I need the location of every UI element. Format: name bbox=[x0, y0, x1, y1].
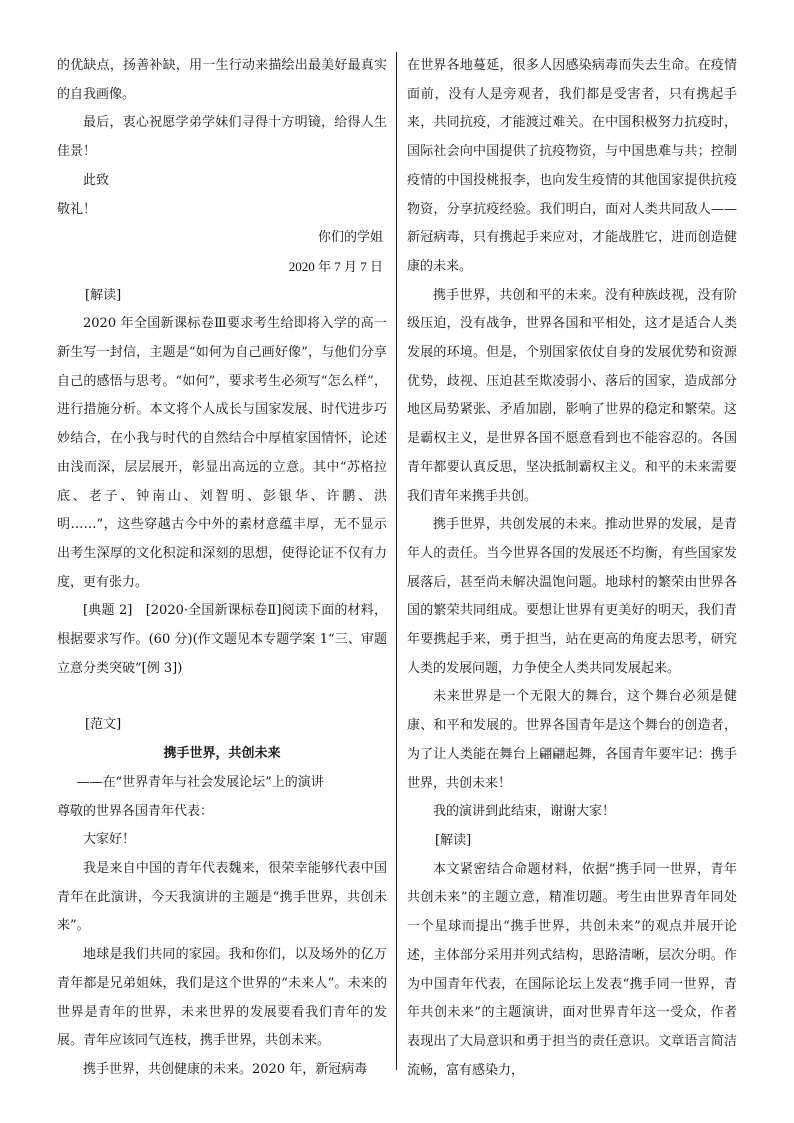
letter-continuation: 的优缺点，扬善补缺，用一生行动来描绘出最美好最真实的自我画像。 bbox=[57, 58, 387, 102]
essay-salutation: 尊敬的世界各国青年代表： bbox=[57, 803, 214, 819]
essay-subtitle: ——在“世界青年与社会发展论坛”上的演讲 bbox=[76, 774, 324, 790]
left-column bbox=[57, 52, 387, 1085]
fanwen-label: [范文] bbox=[85, 717, 122, 733]
essay-paragraph: 我是来自中国的青年代表魏来，很荣幸能够代表中国青年在此演讲，今天我演讲的主题是“携手世界，共创未来”。 bbox=[57, 860, 387, 934]
essay-paragraph-continuation: 在世界各地蔓延，很多人因感染病毒而失去生命。在疫情面前，没有人是旁观者，我们都是受害者，只有携起手来，共同抗疫，才能渡过难关。在中国积极努力抗疫时，国际社会向中国提供了抗疫物资，与中国患难与共；控制疫情的中国投桃报李，也向发生疫情的其他国家提供抗疫物资，分享抗疫经验。我们明白，面对人类共同敌人——新冠病毒，只有携起手来应对，才能战胜它，进而创造健康的未来。 bbox=[407, 58, 737, 274]
jiedu-paragraph: 本文紧密结合命题材料，依据“携手同一世界，青年共创未来”的主题立意，精准切题。考生由世界青年同处一个星球而提出“携手世界，共创未来”的观点并展开论述，主体部分采用并列式结构，思路清晰，层次分明。作为中国青年代表，在国际论坛上发表“携手同一世界，青年共创未来”的主题演讲，面对世界青年这一受众，作者表现出了大局意识和勇于担当的责任意识。文章语言简洁流畅，富有感染力， bbox=[407, 861, 737, 1078]
column-divider bbox=[396, 52, 397, 1070]
blank-space bbox=[57, 683, 387, 711]
right-column bbox=[407, 52, 737, 1085]
letter-cizhi: 此致 bbox=[83, 172, 110, 188]
essay-paragraph: 携手世界，共创和平的未来。没有种族歧视，没有阶级压迫，没有战争，世界各国和平相处，这才是适合人类发展的环境。但是，个别国家依仗自身的发展优势和资源优势，歧视、压迫甚至欺凌弱小、落后的国家，造成部分地区局势紧张、矛盾加剧，影响了世界的稳定和繁荣。这是霸权主义，是世界各国不愿意看到也不能容忍的。各国青年都要认真反思，坚决抵制霸权主义。和平的未来需要我们青年来携手共创。 bbox=[407, 287, 737, 504]
jiedu-label: [解读] bbox=[435, 832, 472, 848]
essay-paragraph: 携手世界，共创发展的未来。推动世界的发展，是青年人的责任。当今世界各国的发展还不均衡，有些国家发展落后，甚至尚未解决温饱问题。地球村的繁荣由世界各国的繁荣共同组成。要想让世界有更美好的明天，我们青年要携起手来，勇于担当，站在更高的角度去思考，研究人类的发展问题，力争使全人类共同发展起来。 bbox=[407, 517, 737, 676]
dianti-2-prompt: [典题 2] [2020·全国新课标卷Ⅱ]阅读下面的材料，根据要求写作。(60 分)(作文题见本专题学案 1“三、审题立意分类突破”[例 3]) bbox=[57, 603, 387, 676]
letter-signer: 你们的学姐 bbox=[317, 230, 383, 246]
letter-closing-wish: 最后，衷心祝愿学弟学妹们寻得十方明镜，给得人生佳景！ bbox=[57, 115, 387, 160]
jiedu-paragraph: 2020 年全国新课标卷Ⅲ要求考生给即将入学的高一新生写一封信，主题是“如何为自己画好像”，与他们分享自己的感悟与思考。“如何”，要求考生必须写“怎么样”，进行措施分析。本文将个人成长与国家发展、时代进步巧妙结合，在小我与时代的自然结合中厚植家国情怀，论述由浅而深，层层展开，彰显出高远的立意。其中“苏格拉底、老子、钟南山、刘智明、彭银华、许鹏、洪明……”，这些穿越古今中外的素材意蕴丰厚，无不显示出考生深厚的文化积淀和深刻的思想，使得论证不仅有力度，更有张力。 bbox=[57, 316, 387, 590]
essay-greeting: 大家好！ bbox=[83, 832, 136, 848]
essay-paragraph: 地球是我们共同的家园。我和你们，以及场外的亿万青年都是兄弟姐妹，我们是这个世界的“未来人”。未来的世界是青年的世界，未来世界的发展要看我们青年的发展。青年应该同气连枝，携手世界，共创未来。 bbox=[57, 947, 387, 1049]
letter-date: 2020 年 7 月 7 日 bbox=[288, 258, 383, 274]
letter-jingli: 敬礼！ bbox=[57, 201, 97, 217]
essay-paragraph: 携手世界，共创健康的未来。2020 年，新冠病毒 bbox=[83, 1061, 368, 1077]
essay-paragraph: 未来世界是一个无限大的舞台，这个舞台必须是健康、和平和发展的。世界各国青年是这个舞台的创造者，为了让人类能在舞台上翩翩起舞，各国青年要牢记：携手世界，共创未来！ bbox=[407, 689, 737, 791]
jiedu-label: [解读] bbox=[85, 287, 122, 303]
essay-title: 携手世界，共创未来 bbox=[163, 746, 281, 762]
essay-closing: 我的演讲到此结束，谢谢大家！ bbox=[433, 804, 616, 820]
